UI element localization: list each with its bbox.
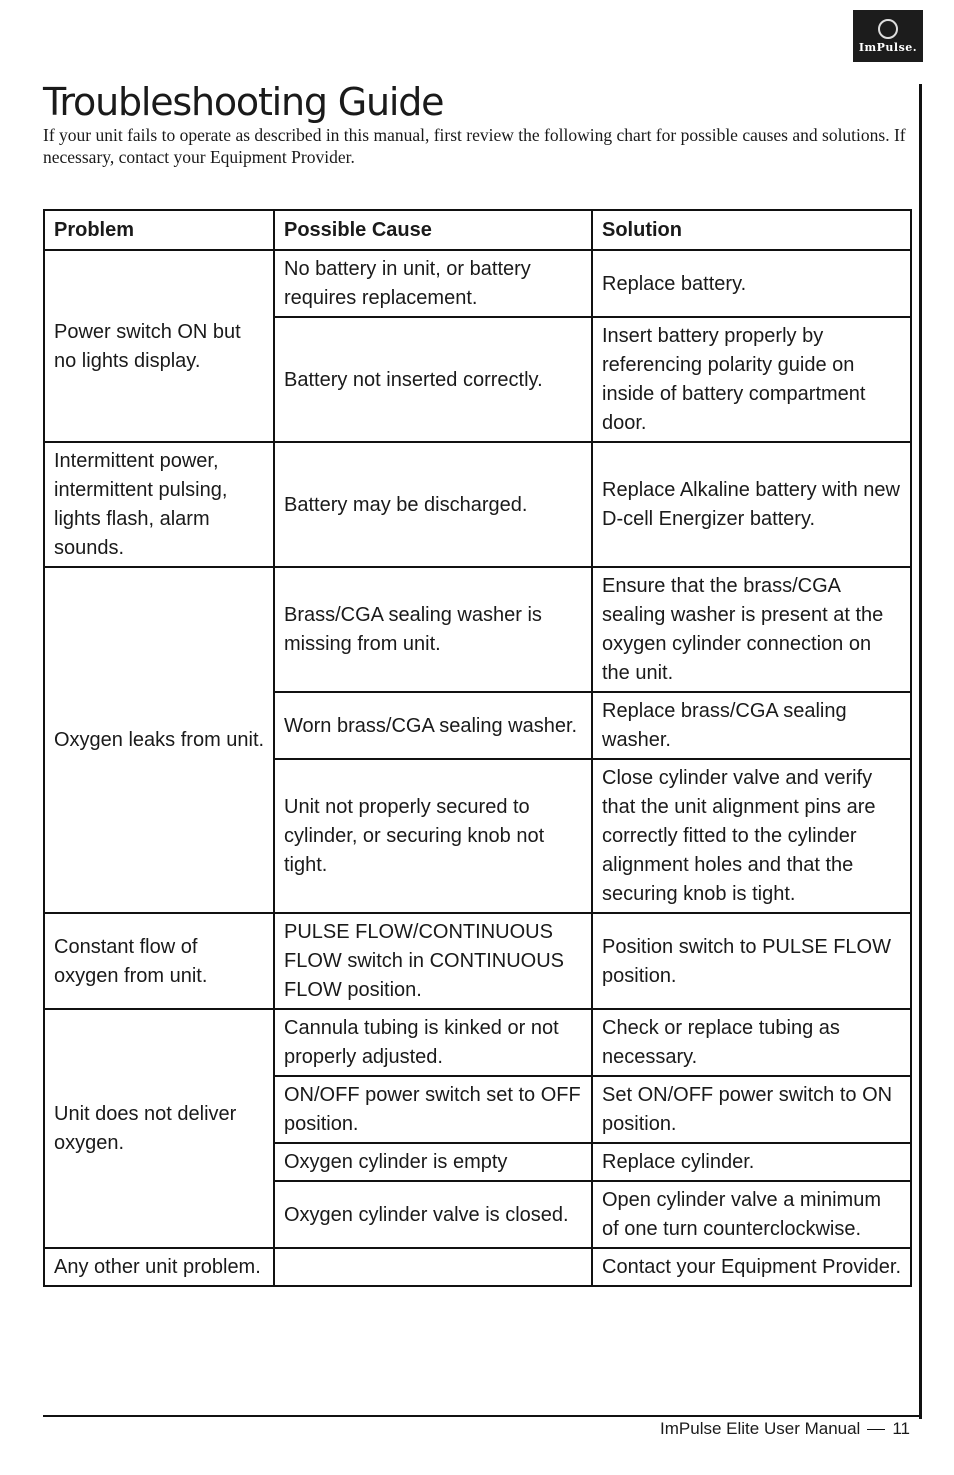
page-title: Troubleshooting Guide — [43, 80, 444, 124]
page-right-rule — [919, 84, 922, 1419]
solution-cell: Set ON/OFF power switch to ON position. — [592, 1076, 911, 1143]
solution-cell: Close cylinder valve and verify that the unit alignment pins are correctly fitted to the cylinder alignment holes and that the securing knob is tight. — [592, 759, 911, 913]
cause-cell — [274, 1248, 592, 1286]
footer-dash — [867, 1429, 885, 1430]
solution-cell: Replace Alkaline battery with new D-cell Energizer battery. — [592, 442, 911, 567]
table-header-row — [44, 210, 911, 250]
table-row — [44, 1248, 911, 1286]
impulse-logo-icon — [878, 19, 898, 39]
cause-cell: Brass/CGA sealing washer is missing from unit. — [274, 567, 592, 692]
problem-cell: Unit does not deliver oxygen. — [44, 1009, 274, 1248]
solution-cell: Open cylinder valve a minimum of one turn counterclockwise. — [592, 1181, 911, 1248]
problem-cell: Any other unit problem. — [44, 1248, 274, 1286]
solution-cell: Contact your Equipment Provider. — [592, 1248, 911, 1286]
header-solution: Solution — [592, 210, 911, 250]
cause-cell: No battery in unit, or battery requires replacement. — [274, 250, 592, 317]
solution-cell: Check or replace tubing as necessary. — [592, 1009, 911, 1076]
header-problem: Problem — [44, 210, 274, 250]
table-row — [44, 1009, 911, 1076]
cause-cell: Oxygen cylinder is empty — [274, 1143, 592, 1181]
intro-paragraph: If your unit fails to operate as described in this manual, first review the following chart for possible causes and solutions. If necessary, contact your Equipment Provider. — [43, 125, 906, 167]
solution-cell: Insert battery properly by referencing polarity guide on inside of battery compartment door. — [592, 317, 911, 442]
solution-cell: Replace battery. — [592, 250, 911, 317]
cause-cell: ON/OFF power switch set to OFF position. — [274, 1076, 592, 1143]
solution-cell: Replace brass/CGA sealing washer. — [592, 692, 911, 759]
cause-cell: Worn brass/CGA sealing washer. — [274, 692, 592, 759]
troubleshooting-table — [43, 209, 912, 1287]
footer-manual-title: ImPulse Elite User Manual — [660, 1419, 861, 1438]
solution-cell: Replace cylinder. — [592, 1143, 911, 1181]
page-number: 11 — [892, 1419, 910, 1438]
table-row — [44, 250, 911, 317]
cause-cell: PULSE FLOW/CONTINUOUS FLOW switch in CONTINUOUS FLOW position. — [274, 913, 592, 1009]
cause-cell: Oxygen cylinder valve is closed. — [274, 1181, 592, 1248]
table-row — [44, 913, 911, 1009]
problem-cell: Constant flow of oxygen from unit. — [44, 913, 274, 1009]
header-cause: Possible Cause — [274, 210, 592, 250]
cause-cell: Unit not properly secured to cylinder, or securing knob not tight. — [274, 759, 592, 913]
logo-text: ImPulse. — [858, 40, 918, 54]
footer-rule — [43, 1415, 922, 1417]
table-row — [44, 442, 911, 567]
solution-cell: Ensure that the brass/CGA sealing washer is present at the oxygen cylinder connection on the unit. — [592, 567, 911, 692]
table-row — [44, 567, 911, 692]
problem-cell: Oxygen leaks from unit. — [44, 567, 274, 913]
cause-cell: Cannula tubing is kinked or not properly adjusted. — [274, 1009, 592, 1076]
cause-cell: Battery not inserted correctly. — [274, 317, 592, 442]
problem-cell: Power switch ON but no lights display. — [44, 250, 274, 442]
problem-cell: Intermittent power, intermittent pulsing, lights flash, alarm sounds. — [44, 442, 274, 567]
page-footer — [660, 1419, 910, 1439]
cause-cell: Battery may be discharged. — [274, 442, 592, 567]
solution-cell: Position switch to PULSE FLOW position. — [592, 913, 911, 1009]
table-body — [44, 250, 911, 1286]
brand-logo — [853, 10, 923, 62]
